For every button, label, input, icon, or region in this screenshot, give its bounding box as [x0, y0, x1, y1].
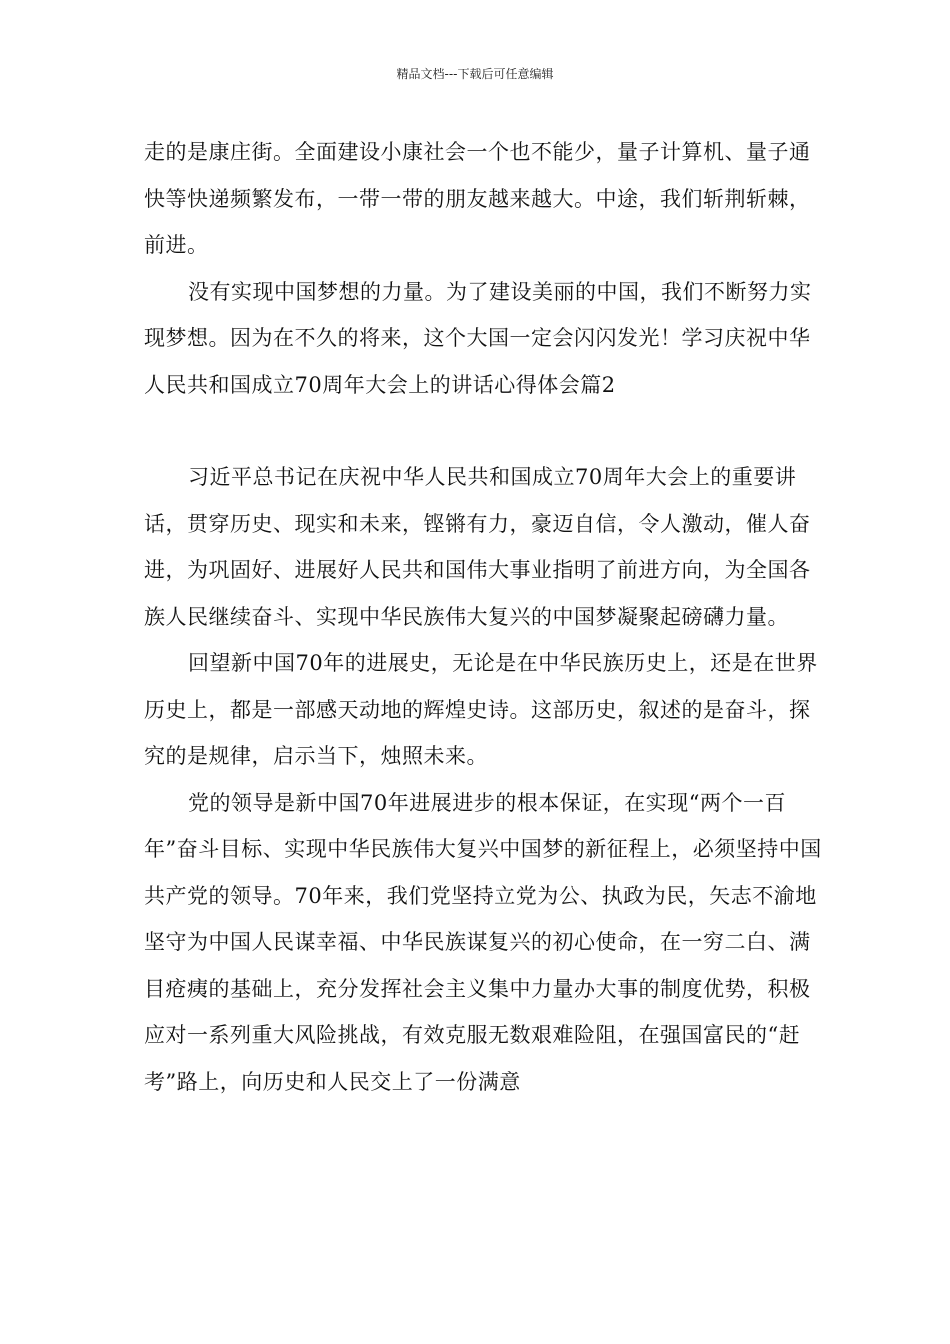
paragraph-continuation: 走的是康庄街。全面建设小康社会一个也不能少，量子计算机、量子通快等快递频繁发布，一带一带的朋友越来越大。中途，我们斩荆斩棘，前进。 [144, 140, 811, 257]
document-body [144, 129, 824, 1105]
paragraph-dream-and-heading: 没有实现中国梦想的力量。为了建设美丽的中国，我们不断努力实现梦想。因为在不久的将来，这个大国一定会闪闪发光！学习庆祝中华人民共和国成立70周年大会上的讲话心得体会篇2 [144, 279, 812, 397]
paragraph-speech: 习近平总书记在庆祝中华人民共和国成立70周年大会上的重要讲话，贯穿历史、现实和未来，铿锵有力，豪迈自信，令人激动，催人奋进，为巩固好、进展好人民共和国伟大事业指明了前进方向，为全国各族人民继续奋斗、实现中华民族伟大复兴的中国梦凝聚起磅礴力量。 [144, 465, 811, 629]
paragraph-history: 回望新中国70年的进展史，无论是在中华民族历史上，还是在世界历史上，都是一部感天动地的辉煌史诗。这部历史，叙述的是奋斗，探究的是规律，启示当下，烛照未来。 [144, 651, 818, 768]
page-header: 精品文档---下载后可任意编辑 [396, 67, 554, 81]
blank-line [144, 408, 824, 454]
paragraph-party-leadership: 党的领导是新中国70年进展进步的根本保证，在实现“两个一百年”奋斗目标、实现中华民族伟大复兴中国梦的新征程上，必须坚持中国共产党的领导。70年来，我们党坚持立党为公、执政为民，矢志不渝地坚守为中国人民谋幸福、中华民族谋复兴的初心使命，在一穷二白、满目疮痍的基础上，充分发挥社会主义集中力量办大事的制度优势，积极应对一系列重大风险挑战，有效克服无数艰难险阻，在强国富民的“赶考”路上，向历史和人民交上了一份满意 [144, 790, 822, 1094]
